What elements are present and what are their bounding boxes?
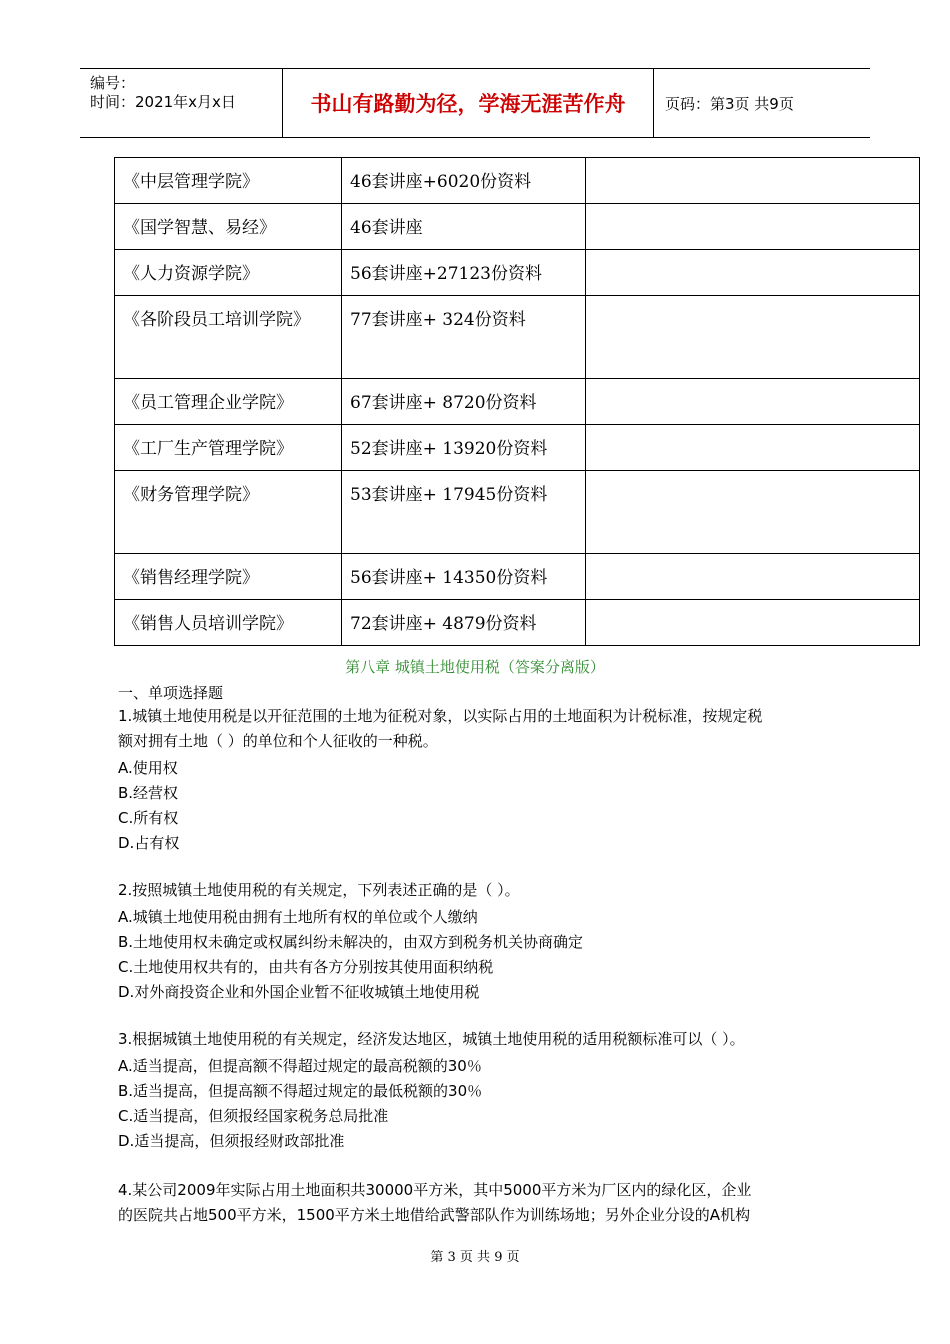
table-row bbox=[115, 379, 920, 425]
course-extra bbox=[586, 296, 920, 379]
table-row bbox=[115, 158, 920, 204]
course-name: 《人力资源学院》 bbox=[115, 250, 342, 296]
course-content: 53套讲座+ 17945份资料 bbox=[342, 471, 586, 554]
course-extra bbox=[586, 158, 920, 204]
table-row bbox=[115, 554, 920, 600]
option: C.土地使用权共有的，由共有各方分别按其使用面积纳税 bbox=[118, 958, 494, 976]
question-text: 4.某公司2009年实际占用土地面积共30000平方米，其中5000平方米为厂区内的绿化区，企业 bbox=[118, 1181, 752, 1199]
option: D.适当提高，但须报经财政部批准 bbox=[118, 1132, 345, 1150]
course-content: 46套讲座+6020份资料 bbox=[342, 158, 586, 204]
question-text: 3.根据城镇土地使用税的有关规定，经济发达地区，城镇土地使用税的适用税额标准可以（ ）。 bbox=[118, 1030, 745, 1048]
option: A.适当提高，但提高额不得超过规定的最高税额的30％ bbox=[118, 1057, 482, 1075]
question-1 bbox=[118, 704, 838, 754]
question-text: 2.按照城镇土地使用税的有关规定，下列表述正确的是（ ）。 bbox=[118, 881, 520, 899]
header-motto: 书山有路勤为径，学海无涯苦作舟 bbox=[283, 69, 654, 137]
course-content: 46套讲座 bbox=[342, 204, 586, 250]
section-heading: 一、单项选择题 bbox=[118, 684, 224, 702]
option: C.适当提高，但须报经国家税务总局批准 bbox=[118, 1107, 389, 1125]
table-row bbox=[115, 471, 920, 554]
course-content: 72套讲座+ 4879份资料 bbox=[342, 600, 586, 646]
course-name: 《销售人员培训学院》 bbox=[115, 600, 342, 646]
table-row bbox=[115, 204, 920, 250]
course-name: 《销售经理学院》 bbox=[115, 554, 342, 600]
option: B.适当提高，但提高额不得超过规定的最低税额的30％ bbox=[118, 1082, 483, 1100]
course-extra bbox=[586, 471, 920, 554]
header-page-label: 页码：第3页 共9页 bbox=[665, 95, 794, 113]
question-text: 1.城镇土地使用税是以开征范围的土地为征税对象，以实际占用的土地面积为计税标准，按规定税 bbox=[118, 707, 763, 725]
course-extra bbox=[586, 379, 920, 425]
course-extra bbox=[586, 554, 920, 600]
course-name: 《员工管理企业学院》 bbox=[115, 379, 342, 425]
date-label: 时间：2021年x月x日 bbox=[90, 93, 236, 111]
course-name: 《中层管理学院》 bbox=[115, 158, 342, 204]
page-footer: 第 3 页 共 9 页 bbox=[430, 1250, 520, 1265]
option: B.土地使用权未确定或权属纠纷未解决的，由双方到税务机关协商确定 bbox=[118, 933, 584, 951]
course-table bbox=[114, 157, 920, 646]
option: D.占有权 bbox=[118, 834, 180, 852]
chapter-title: 第八章 城镇土地使用税（答案分离版） bbox=[345, 658, 605, 676]
course-content: 67套讲座+ 8720份资料 bbox=[342, 379, 586, 425]
option: D.对外商投资企业和外国企业暂不征收城镇土地使用税 bbox=[118, 983, 480, 1001]
question-text: 的医院共占地500平方米，1500平方米土地借给武警部队作为训练场地；另外企业分设的A机构 bbox=[118, 1206, 751, 1224]
course-extra bbox=[586, 600, 920, 646]
question-2 bbox=[118, 878, 838, 903]
course-extra bbox=[586, 204, 920, 250]
question-4 bbox=[118, 1178, 838, 1228]
question-text: 额对拥有土地（ ）的单位和个人征收的一种税。 bbox=[118, 732, 438, 750]
page-header bbox=[80, 68, 870, 138]
table-row bbox=[115, 296, 920, 379]
option: A.使用权 bbox=[118, 759, 178, 777]
option: B.经营权 bbox=[118, 784, 179, 802]
course-extra bbox=[586, 250, 920, 296]
number-label: 编号： bbox=[90, 74, 136, 92]
option: C.所有权 bbox=[118, 809, 179, 827]
course-name: 《国学智慧、易经》 bbox=[115, 204, 342, 250]
option: A.城镇土地使用税由拥有土地所有权的单位或个人缴纳 bbox=[118, 908, 478, 926]
table-row bbox=[115, 600, 920, 646]
course-content: 56套讲座+27123份资料 bbox=[342, 250, 586, 296]
course-content: 52套讲座+ 13920份资料 bbox=[342, 425, 586, 471]
table-row bbox=[115, 250, 920, 296]
course-content: 77套讲座+ 324份资料 bbox=[342, 296, 586, 379]
course-name: 《各阶段员工培训学院》 bbox=[115, 296, 342, 379]
question-3 bbox=[118, 1027, 838, 1052]
course-extra bbox=[586, 425, 920, 471]
course-name: 《财务管理学院》 bbox=[115, 471, 342, 554]
course-name: 《工厂生产管理学院》 bbox=[115, 425, 342, 471]
header-meta bbox=[80, 69, 283, 137]
course-content: 56套讲座+ 14350份资料 bbox=[342, 554, 586, 600]
table-row bbox=[115, 425, 920, 471]
